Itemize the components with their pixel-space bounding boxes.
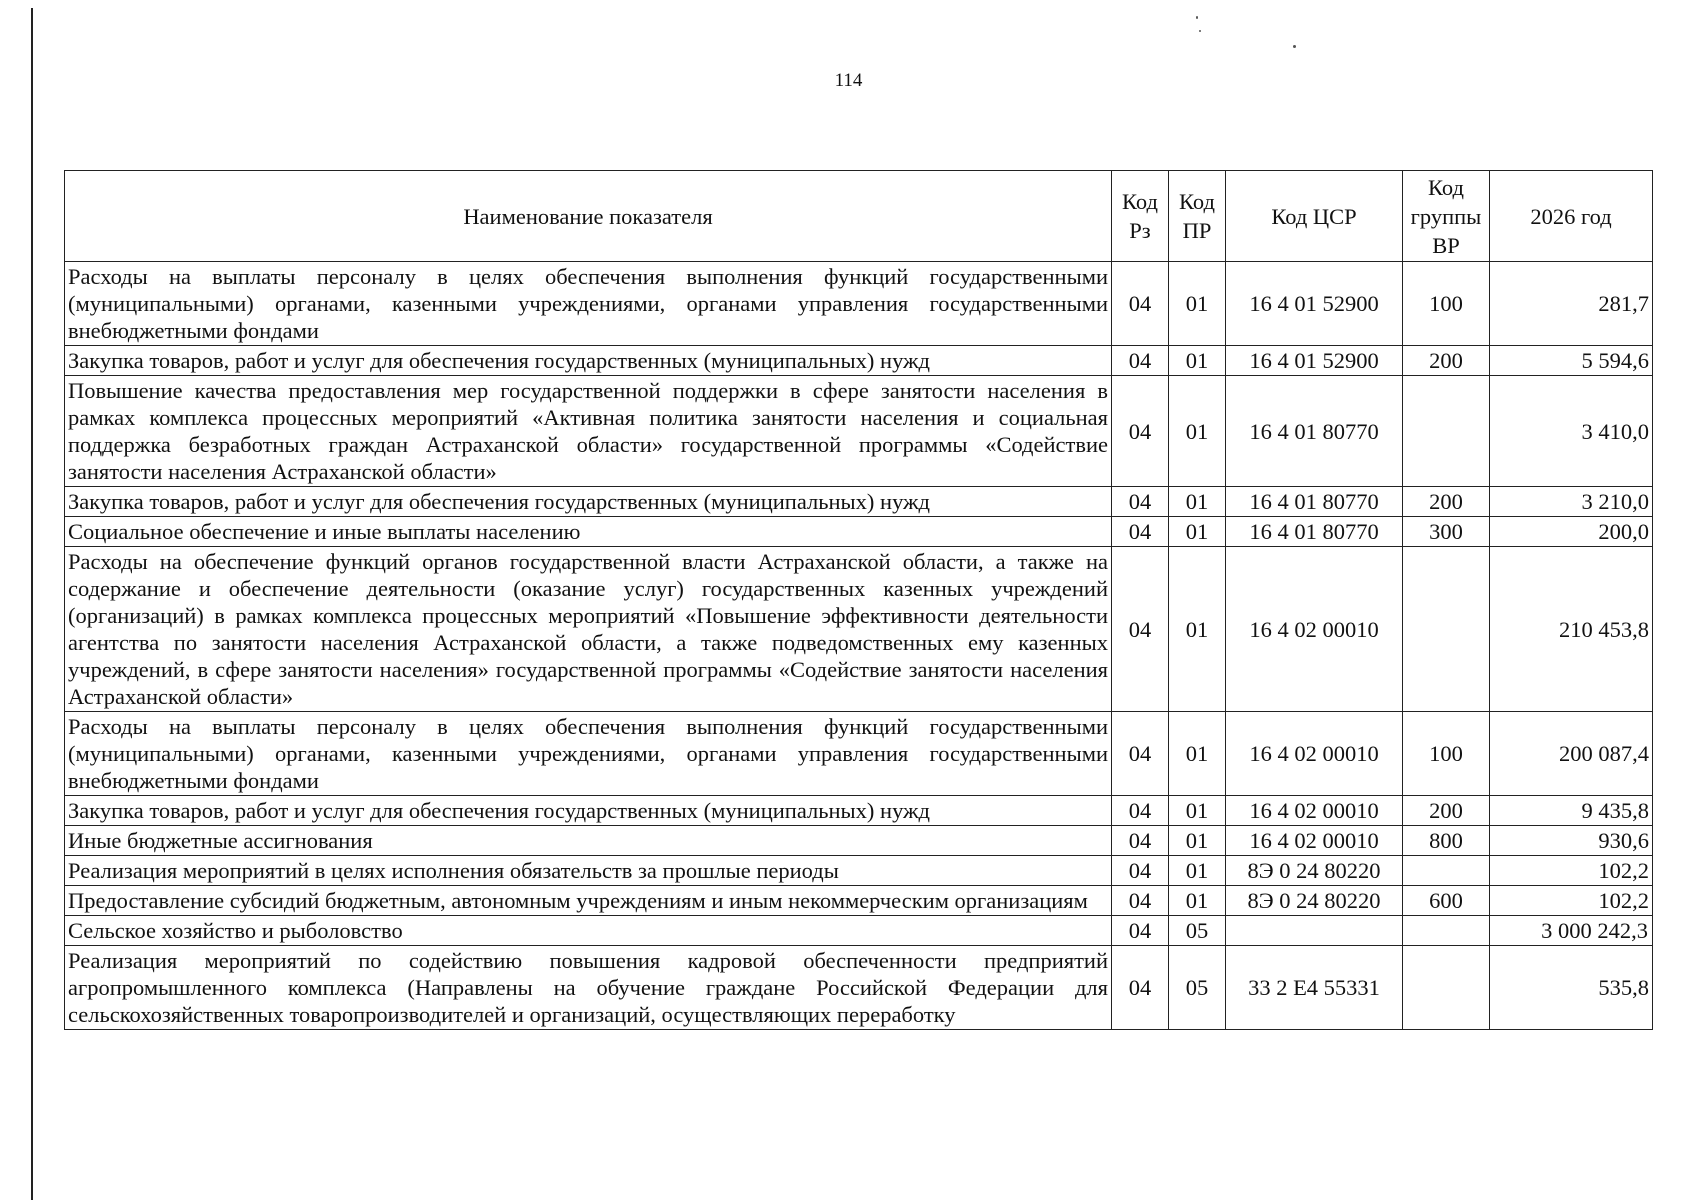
row-vr: 300	[1403, 517, 1490, 547]
row-csr: 33 2 Е4 55331	[1226, 946, 1403, 1030]
row-vr: 200	[1403, 796, 1490, 826]
row-pr: 01	[1169, 346, 1226, 376]
row-amount: 200 087,4	[1490, 712, 1653, 796]
page-number: 114	[834, 70, 863, 91]
row-amount: 535,8	[1490, 946, 1653, 1030]
row-rz: 04	[1112, 547, 1169, 712]
row-csr: 16 4 01 80770	[1226, 376, 1403, 487]
budget-table	[64, 170, 1653, 1030]
header-year: 2026 год	[1490, 171, 1653, 262]
row-name: Сельское хозяйство и рыболовство	[65, 916, 1112, 946]
row-rz: 04	[1112, 796, 1169, 826]
header-rz: Код Рз	[1112, 171, 1169, 262]
row-name: Предоставление субсидий бюджетным, автономным учреждениям и иным некоммерческим организациям	[65, 886, 1112, 916]
row-pr: 01	[1169, 826, 1226, 856]
header-pr: Код ПР	[1169, 171, 1226, 262]
row-vr: 600	[1403, 886, 1490, 916]
row-name: Реализация мероприятий по содействию повышения кадровой обеспеченности предприятий агропромышленного комплекса (Направлены на обучение граждане Российской Федерации для сельскохозяйственных товаропроизводителей и организаций, осуществляющих переработку	[65, 946, 1112, 1030]
scan-speck	[1196, 16, 1198, 19]
table-row	[65, 517, 1653, 547]
row-amount: 3 410,0	[1490, 376, 1653, 487]
row-csr: 8Э 0 24 80220	[1226, 856, 1403, 886]
row-csr: 16 4 01 52900	[1226, 262, 1403, 346]
row-pr: 05	[1169, 916, 1226, 946]
row-amount: 930,6	[1490, 826, 1653, 856]
row-name: Закупка товаров, работ и услуг для обеспечения государственных (муниципальных) нужд	[65, 346, 1112, 376]
row-pr: 01	[1169, 262, 1226, 346]
row-csr: 16 4 01 80770	[1226, 517, 1403, 547]
row-name: Реализация мероприятий в целях исполнения обязательств за прошлые периоды	[65, 856, 1112, 886]
row-pr: 01	[1169, 487, 1226, 517]
row-vr: 100	[1403, 712, 1490, 796]
scan-speck	[1199, 30, 1201, 32]
table-row	[65, 946, 1653, 1030]
row-vr	[1403, 376, 1490, 487]
table-row	[65, 856, 1653, 886]
header-vr: Код группы ВР	[1403, 171, 1490, 262]
row-amount: 210 453,8	[1490, 547, 1653, 712]
row-rz: 04	[1112, 346, 1169, 376]
row-vr	[1403, 856, 1490, 886]
row-amount: 3 000 242,3	[1490, 916, 1653, 946]
row-rz: 04	[1112, 262, 1169, 346]
row-pr: 01	[1169, 517, 1226, 547]
table-row	[65, 376, 1653, 487]
row-rz: 04	[1112, 487, 1169, 517]
row-name: Закупка товаров, работ и услуг для обеспечения государственных (муниципальных) нужд	[65, 796, 1112, 826]
row-vr	[1403, 916, 1490, 946]
row-pr: 01	[1169, 547, 1226, 712]
row-name: Расходы на выплаты персоналу в целях обеспечения выполнения функций государственными (муниципальными) органами, казенными учреждениями, органами управления государственными внебюджетными фондами	[65, 712, 1112, 796]
row-amount: 3 210,0	[1490, 487, 1653, 517]
row-rz: 04	[1112, 826, 1169, 856]
row-csr: 16 4 01 80770	[1226, 487, 1403, 517]
row-amount: 200,0	[1490, 517, 1653, 547]
row-pr: 01	[1169, 886, 1226, 916]
row-vr	[1403, 946, 1490, 1030]
row-rz: 04	[1112, 946, 1169, 1030]
row-rz: 04	[1112, 376, 1169, 487]
table-row	[65, 826, 1653, 856]
row-csr: 16 4 02 00010	[1226, 826, 1403, 856]
row-rz: 04	[1112, 856, 1169, 886]
row-csr: 16 4 02 00010	[1226, 712, 1403, 796]
row-name: Социальное обеспечение и иные выплаты населению	[65, 517, 1112, 547]
row-pr: 01	[1169, 856, 1226, 886]
row-pr: 05	[1169, 946, 1226, 1030]
row-csr	[1226, 916, 1403, 946]
header-csr: Код ЦСР	[1226, 171, 1403, 262]
row-amount: 5 594,6	[1490, 346, 1653, 376]
row-vr: 800	[1403, 826, 1490, 856]
row-rz: 04	[1112, 916, 1169, 946]
row-name: Расходы на обеспечение функций органов государственной власти Астраханской области, а также на содержание и обеспечение деятельности (оказание услуг) государственных казенных учреждений (организаций) в рамках комплекса процессных мероприятий «Повышение эффективности деятельности агентства по занятости населения Астраханской области, а также подведомственных ему казенных учреждений, в сфере занятости населения» государственной программы «Содействие занятости населения Астраханской области»	[65, 547, 1112, 712]
table-row	[65, 712, 1653, 796]
row-vr: 200	[1403, 346, 1490, 376]
row-rz: 04	[1112, 886, 1169, 916]
row-rz: 04	[1112, 517, 1169, 547]
row-rz: 04	[1112, 712, 1169, 796]
row-csr: 8Э 0 24 80220	[1226, 886, 1403, 916]
table-row	[65, 547, 1653, 712]
table-row	[65, 796, 1653, 826]
row-vr: 100	[1403, 262, 1490, 346]
scan-left-edge	[31, 8, 33, 1200]
row-name: Расходы на выплаты персоналу в целях обеспечения выполнения функций государственными (муниципальными) органами, казенными учреждениями, органами управления государственными внебюджетными фондами	[65, 262, 1112, 346]
row-csr: 16 4 01 52900	[1226, 346, 1403, 376]
row-pr: 01	[1169, 796, 1226, 826]
row-pr: 01	[1169, 712, 1226, 796]
scan-speck	[1293, 45, 1296, 48]
table-row	[65, 916, 1653, 946]
table-row	[65, 346, 1653, 376]
header-name: Наименование показателя	[65, 171, 1112, 262]
row-csr: 16 4 02 00010	[1226, 796, 1403, 826]
table-row	[65, 262, 1653, 346]
row-pr: 01	[1169, 376, 1226, 487]
row-amount: 281,7	[1490, 262, 1653, 346]
row-vr	[1403, 547, 1490, 712]
row-amount: 9 435,8	[1490, 796, 1653, 826]
row-vr: 200	[1403, 487, 1490, 517]
table-row	[65, 487, 1653, 517]
row-amount: 102,2	[1490, 856, 1653, 886]
row-name: Закупка товаров, работ и услуг для обеспечения государственных (муниципальных) нужд	[65, 487, 1112, 517]
row-csr: 16 4 02 00010	[1226, 547, 1403, 712]
row-name: Повышение качества предоставления мер государственной поддержки в сфере занятости населения в рамках комплекса процессных мероприятий «Активная политика занятости населения и социальная поддержка безработных граждан Астраханской области» государственной программы «Содействие занятости населения Астраханской области»	[65, 376, 1112, 487]
table-header-row	[65, 171, 1653, 262]
table-row	[65, 886, 1653, 916]
row-name: Иные бюджетные ассигнования	[65, 826, 1112, 856]
row-amount: 102,2	[1490, 886, 1653, 916]
